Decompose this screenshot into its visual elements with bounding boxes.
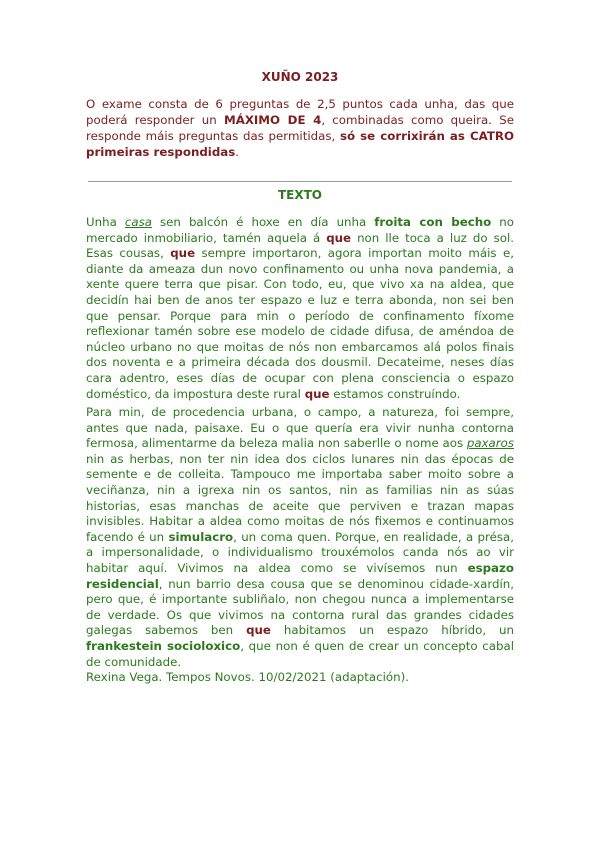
exam-title: XUÑO 2023 bbox=[261, 70, 339, 84]
p2-segment-6: , que non é quen de crear un concepto cabal de comunidade. bbox=[86, 638, 514, 669]
p1-segment-1: Unha bbox=[86, 215, 125, 229]
word-simulacro: simulacro bbox=[168, 529, 234, 544]
p1-segment-2: sen balcón é hoxe en día unha bbox=[151, 215, 375, 229]
section-divider bbox=[88, 181, 512, 182]
highlight-que-3: que bbox=[304, 386, 330, 401]
p2-segment-1: Para min, de procedencia urbana, o campo, a natureza, foi sempre, antes que nada, paisaxe. Eu o que quería era vivir nunha contorna fermosa, alimentarme da beleza malia non saberlle o nome aos bbox=[86, 405, 514, 451]
p1-segment-6: estamos construíndo. bbox=[329, 386, 461, 401]
p1-segment-5: sempre importaron, agora importan moito máis e, diante da ameaza dun novo confinamento ou unha nova pandemia, a xente quere terra que pisar. Con todo, eu, que vivo xa na aldea, que decidín hai ben de anos ter espazo e luz e terra abonda, non sei ben que pensar. Porque para min o período de confinamento fíxome reflexionar tamén sobre ese modelo de cidade difusa, de améndoa de núcleo urbano no que moitas de nós non embarcamos alá polos finais dos noventa e a primeira década dos dousmil. Decateime, neses días cara adentro, eses días de ocupar con plena consciencia o espazo doméstico, da impostura deste rural bbox=[86, 246, 514, 401]
instructions-first-four: só se corrixirán as CATRO primeiras respondidas bbox=[86, 129, 514, 159]
word-casa: casa bbox=[124, 215, 152, 229]
phrase-espazo-residencial: espazo residencial bbox=[86, 560, 514, 591]
phrase-froita-con-becho: froita con becho bbox=[374, 215, 492, 229]
p2-segment-4: , nun barrio desa cousa que se denominou cidade-xardín, pero que, é importante subliñalo, non chegou nunca a implementarse de verdade. Os que vivimos na contorna rural das grandes cidades galegas sabemos ben bbox=[86, 576, 514, 638]
p2-segment-5: habitamos un espazo híbrido, un bbox=[270, 623, 514, 638]
highlight-que-4: que bbox=[246, 623, 271, 638]
text-source-citation: Rexina Vega. Tempos Novos. 10/02/2021 (adaptación). bbox=[86, 670, 409, 684]
instructions-text-2: , combinadas como queira. Se responde máis preguntas das permitidas, bbox=[86, 113, 514, 143]
word-paxaros: paxaros bbox=[466, 436, 514, 451]
section-heading-texto: TEXTO bbox=[277, 188, 323, 202]
p1-segment-3: no mercado inmobiliario, tamén aquela á bbox=[86, 215, 514, 245]
highlight-que-1: que bbox=[326, 230, 352, 245]
p2-segment-2: nin as herbas, non ter nin idea dos ciclos lunares nin das épocas de semente e de colleita. Tampouco me importaba saber moito sobre a veciñanza, nin a igrexa nin os santos, nin as familias nin as súas historias, esas manchas de aceite que perviven e trazan mapas invisibles. Habitar a aldea como moitas de nós fixemos e continuamos facendo é un bbox=[86, 451, 514, 544]
instructions-max-four: MÁXIMO DE 4 bbox=[223, 113, 322, 127]
p2-segment-3: , un coma quen. Porque, en realidade, a présa, a impersonalidade, o individualismo trouxémolos canda nós ao vir habitar aquí. Vivimos na aldea como se vivísemos nun bbox=[86, 529, 514, 575]
highlight-que-2: que bbox=[170, 246, 196, 261]
phrase-frankestein: frankestein socioloxico bbox=[86, 638, 241, 653]
text-paragraph-2 bbox=[86, 405, 514, 670]
text-paragraph-1 bbox=[86, 215, 514, 402]
instructions-text-1: O exame consta de 6 preguntas de 2,5 puntos cada unha, das que poderá responder un bbox=[86, 97, 514, 127]
exam-instructions bbox=[86, 96, 514, 160]
p1-segment-4: non lle toca a luz do sol. Esas cousas, bbox=[86, 230, 514, 261]
instructions-text-3: . bbox=[235, 145, 240, 159]
